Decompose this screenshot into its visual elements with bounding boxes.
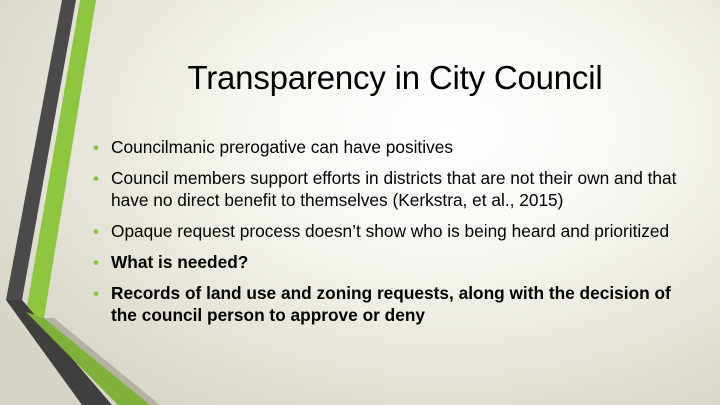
bullet-text: What is needed? — [111, 252, 249, 272]
bullet-list — [93, 136, 693, 335]
bullet-item-5 — [93, 282, 693, 326]
slide-title: Transparency in City Council — [187, 59, 603, 96]
bullet-icon: • — [93, 138, 99, 157]
bullet-item-2 — [93, 167, 693, 211]
bullet-item-3 — [93, 220, 693, 242]
bullet-item-4 — [93, 251, 693, 273]
bullet-text: Opaque request process doesn’t show who is being heard and prioritized — [111, 221, 670, 241]
bullet-text: Council members support efforts in districts that are not their own and that have no direct benefit to themselves (Kerkstra, et al., 2015) — [111, 168, 677, 210]
bullet-text: Records of land use and zoning requests, along with the decision of the council person to approve or deny — [111, 283, 671, 325]
bullet-icon: • — [93, 253, 99, 272]
bullet-icon: • — [93, 222, 99, 241]
bullet-icon: • — [93, 284, 99, 303]
bullet-item-1 — [93, 136, 693, 158]
bullet-text: Councilmanic prerogative can have positives — [111, 137, 453, 157]
bullet-icon: • — [93, 169, 99, 188]
